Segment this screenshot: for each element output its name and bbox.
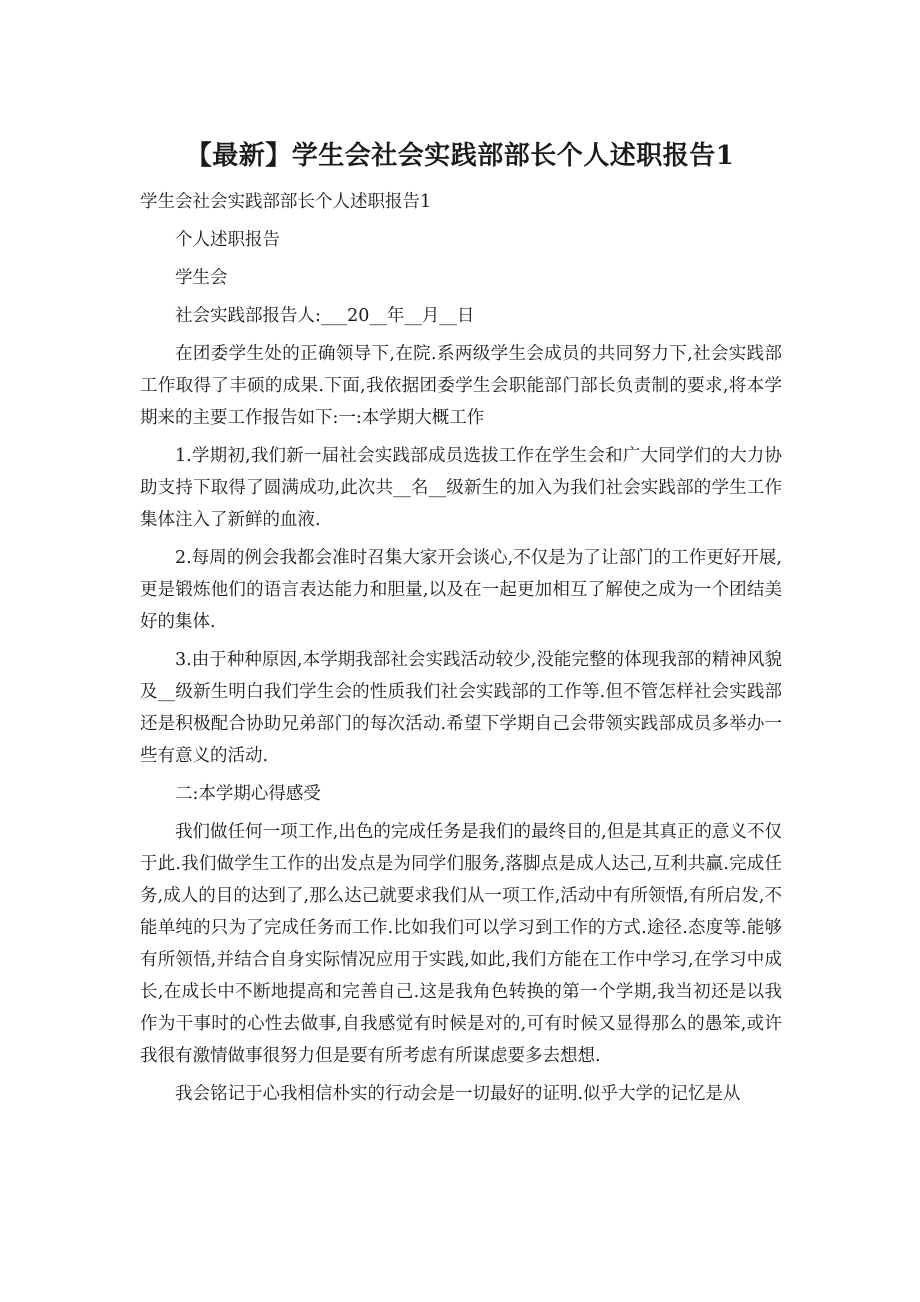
work-item-2-paragraph: 2.每周的例会我都会准时召集大家开会谈心,不仅是为了让部门的工作更好开展,更是锻炼他们的语言表达能力和胆量,以及在一起更加相互了解使之成为一个团结美好的集体.	[140, 548, 782, 632]
intro-paragraph: 在团委学生处的正确领导下,在院.系两级学生会成员的共同努力下,社会实践部工作取得了丰硕的成果.下面,我依据团委学生会职能部门部长负责制的要求,将本学期来的主要工作报告如下:一:本学期大概工作	[140, 344, 782, 428]
reporter-date-paragraph: 社会实践部报告人:___20__年__月__日	[175, 306, 475, 326]
work-item-1-paragraph: 1.学期初,我们新一届社会实践部成员选拔工作在学生会和广大同学们的大力协助支持下取得了圆满成功,此次共__名__级新生的加入为我们社会实践部的学生工作集体注入了新鲜的血液.	[140, 446, 782, 530]
document-body	[140, 186, 782, 1116]
work-item-3-paragraph: 3.由于种种原因,本学期我部社会实践活动较少,没能完整的体现我部的精神风貌及__级新生明白我们学生会的性质我们社会实践部的工作等.但不管怎样社会实践部还是积极配合协助兄弟部门的每次活动.希望下学期自己会带领实践部成员多举办一些有意义的活动.	[140, 650, 782, 766]
document-title: 【最新】学生会社会实践部部长个人述职报告1	[185, 141, 735, 171]
subtitle-paragraph: 学生会社会实践部部长个人述职报告1	[140, 192, 432, 212]
report-heading-paragraph: 个人述职报告	[175, 230, 280, 250]
section-2-heading-paragraph: 二:本学期心得感受	[175, 784, 321, 804]
closing-paragraph: 我会铭记于心我相信朴实的行动会是一切最好的证明.似乎大学的记忆是从	[175, 1084, 741, 1104]
reflection-paragraph: 我们做任何一项工作,出色的完成任务是我们的最终目的,但是其真正的意义不仅于此.我们做学生工作的出发点是为同学们服务,落脚点是成人达己,互利共赢.完成任务,成人的目的达到了,那么达己就要求我们从一项工作,活动中有所领悟,有所启发,不能单纯的只为了完成任务而工作.比如我们可以学习到工作的方式.途径.态度等.能够有所领悟,并结合自身实际情况应用于实践,如此,我们方能在工作中学习,在学习中成长,在成长中不断地提高和完善自己.这是我角色转换的第一个学期,我当初还是以我作为干事时的心性去做事,自我感觉有时候是对的,可有时候又显得那么的愚笨,或许我很有激情做事很努力但是要有所考虑有所谋虑要多去想想.	[140, 822, 782, 1066]
organization-paragraph: 学生会	[175, 268, 228, 288]
